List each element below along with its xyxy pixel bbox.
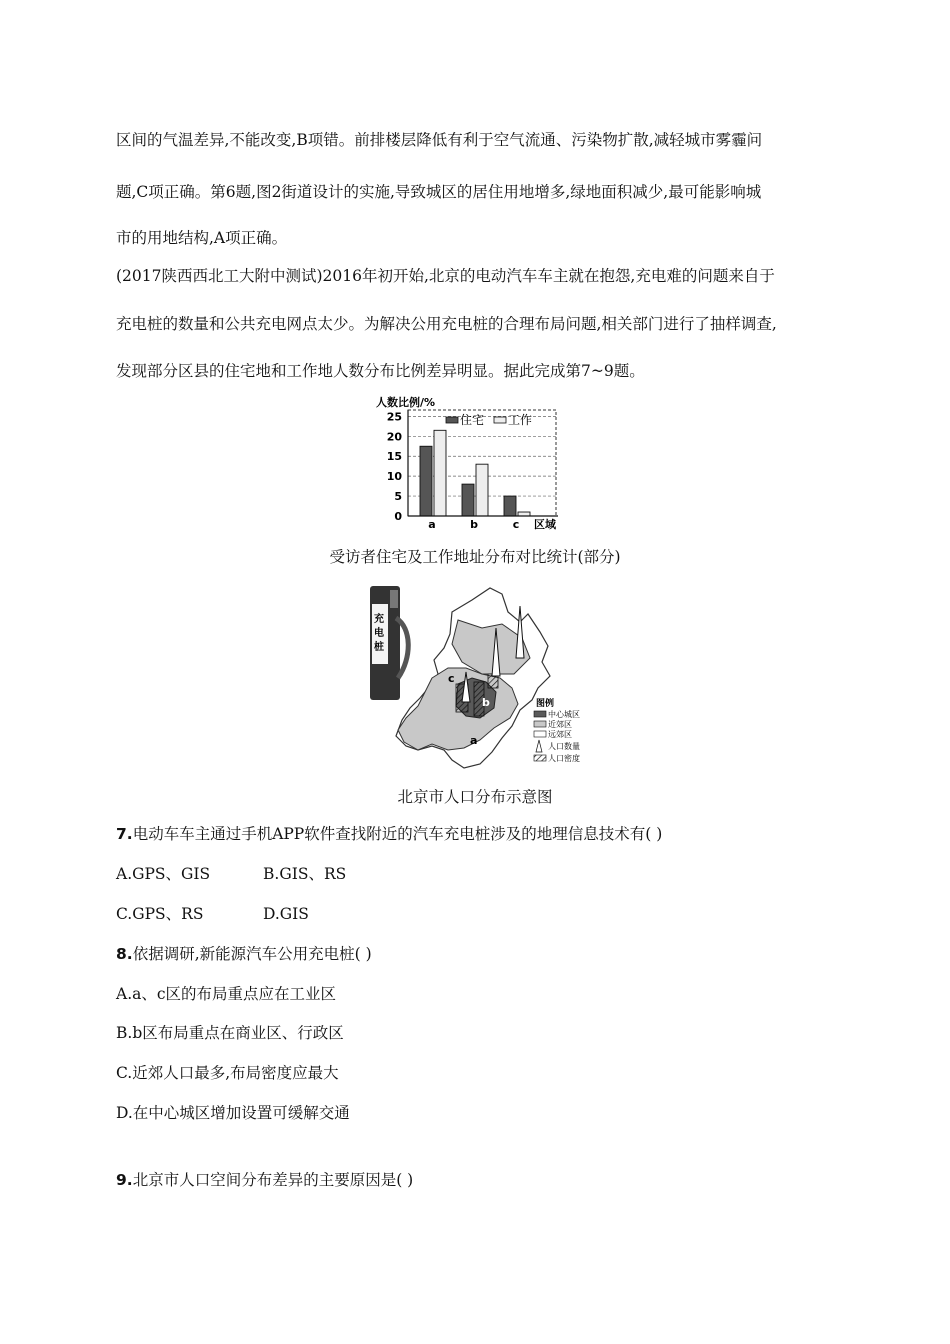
legend-label-residence: 住宅 [460, 413, 485, 427]
intro-line-3: 市的用地结构,A项正确。 [116, 229, 288, 247]
y-tick-label: 10 [386, 470, 402, 484]
bar-chart [360, 392, 570, 534]
legend-swatch-work [494, 417, 506, 423]
map-legend-title: 图例 [536, 699, 555, 709]
question-7-number: 7. [116, 825, 133, 843]
bar-b-0 [462, 484, 474, 516]
map-legend [534, 697, 580, 763]
q8-option-c: C.近郊人口最多,布局密度应最大 [116, 1064, 339, 1082]
y-tick-label: 20 [386, 430, 402, 444]
question-9-number: 9. [116, 1171, 133, 1189]
beijing-population-map [362, 578, 592, 778]
map-label-b: b [482, 696, 490, 709]
x-tick-label-c: c [512, 518, 520, 531]
chart-caption: 受访者住宅及工作地址分布对比统计(部分) [329, 548, 621, 566]
pile-label-1: 充 [374, 614, 384, 625]
question-7 [116, 824, 662, 844]
material-line-1: (2017陕西西北工大附中测试)2016年初开始,北京的电动汽车车主就在抱怨,充电难的问题来自于 [116, 267, 775, 285]
x-tick-label-b: b [470, 518, 478, 531]
q8-option-d: D.在中心城区增加设置可缓解交通 [116, 1104, 350, 1122]
q8-option-b: B.b区布局重点在商业区、行政区 [116, 1024, 344, 1042]
map-label-a: a [470, 734, 478, 747]
q7-option-c: C.GPS、RS [116, 905, 204, 923]
legend-density: 人口密度 [548, 754, 580, 763]
intro-line-1: 区间的气温差异,不能改变,B项错。前排楼层降低有利于空气流通、污染物扩散,减轻城市雾霾问 [116, 131, 763, 149]
y-tick-label: 5 [394, 490, 402, 504]
map-caption: 北京市人口分布示意图 [397, 788, 553, 806]
bar-b-1 [476, 464, 488, 516]
legend-far-suburb: 远郊区 [548, 730, 572, 739]
legend-label-work: 工作 [508, 413, 533, 427]
pile-label-2: 电 [374, 628, 384, 639]
question-9 [116, 1170, 413, 1190]
chart-xlabel: 区域 [534, 518, 556, 531]
legend-population: 人口数量 [548, 742, 580, 751]
chart-ylabel: 人数比例/% [376, 396, 436, 409]
y-tick-label: 25 [386, 410, 402, 424]
q7-option-b: B.GIS、RS [263, 865, 347, 883]
pile-label-3: 桩 [374, 642, 384, 653]
legend-swatch-residence [446, 417, 458, 423]
bar-c-0 [504, 496, 516, 516]
legend-near-suburb: 近郊区 [548, 720, 572, 729]
y-tick-label: 0 [394, 510, 402, 523]
map-label-c: c [448, 672, 455, 685]
material-line-3: 发现部分区县的住宅地和工作地人数分布比例差异明显。据此完成第7~9题。 [116, 362, 645, 380]
bar-a-1 [434, 430, 446, 516]
q7-option-d: D.GIS [263, 905, 309, 923]
question-8-stem: 依据调研,新能源汽车公用充电桩( ) [132, 945, 372, 963]
x-tick-label-a: a [428, 518, 436, 531]
q7-option-a: A.GPS、GIS [116, 865, 211, 883]
q8-option-a: A.a、c区的布局重点应在工业区 [116, 985, 337, 1003]
question-7-stem: 电动车车主通过手机APP软件查找附近的汽车充电桩涉及的地理信息技术有( ) [132, 825, 663, 843]
question-9-stem: 北京市人口空间分布差异的主要原因是( ) [132, 1171, 414, 1189]
question-8 [116, 944, 372, 964]
bar-a-0 [420, 446, 432, 516]
question-8-number: 8. [116, 945, 133, 963]
chart-legend [446, 413, 532, 427]
intro-line-2: 题,C项正确。第6题,图2街道设计的实施,导致城区的居住用地增多,绿地面积减少,最可能影响城 [116, 183, 762, 201]
material-line-2: 充电桩的数量和公共充电网点太少。为解决公用充电桩的合理布局问题,相关部门进行了抽样调查, [116, 315, 777, 333]
legend-central-city: 中心城区 [548, 710, 580, 719]
y-tick-label: 15 [386, 450, 402, 464]
